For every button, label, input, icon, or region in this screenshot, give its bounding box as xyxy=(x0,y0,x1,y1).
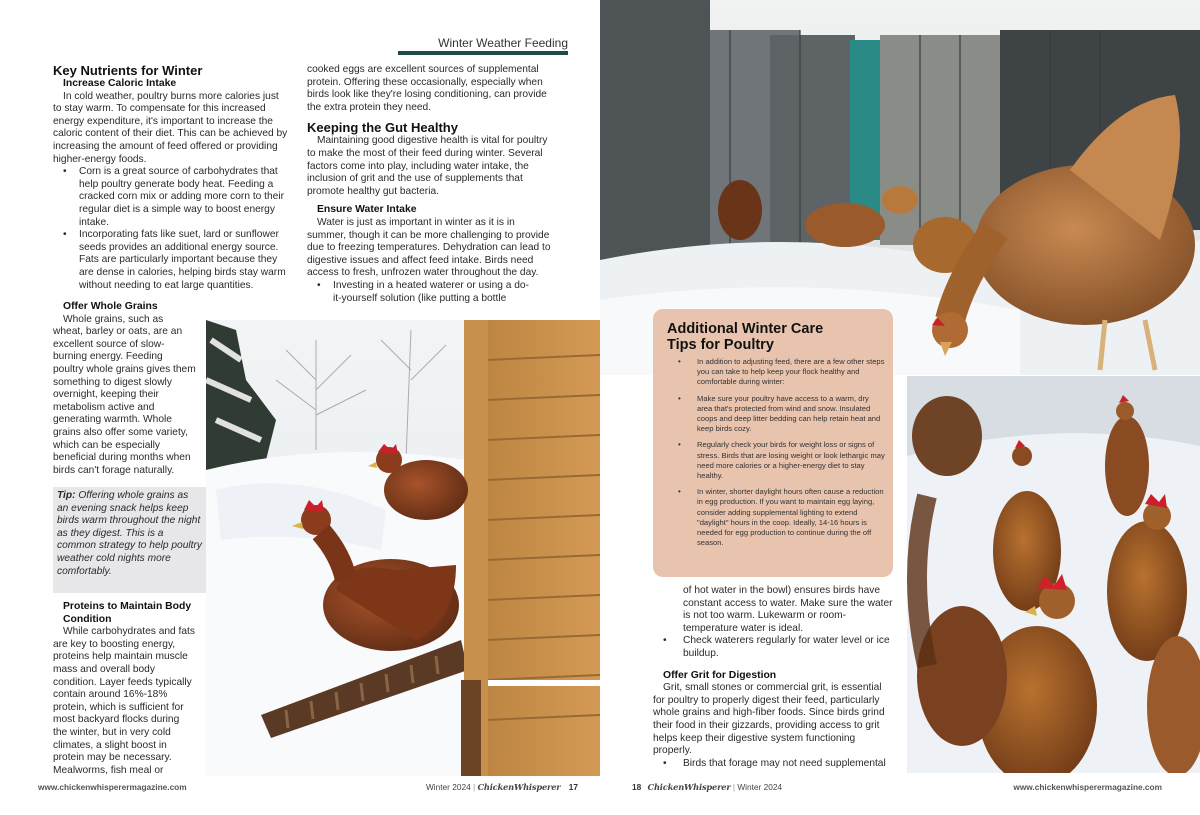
subheading-caloric: Increase Caloric Intake xyxy=(63,78,177,89)
sidebar-list xyxy=(653,357,885,554)
list-item: • Check waterers regularly for water level or ice buildup. xyxy=(653,635,893,660)
list-item: • Incorporating fats like suet, lard or sunflower seeds provides an additional energy source. Fats are particularly important because they are dense in calories, helping birds stay warm without needing to eat large quantities. xyxy=(53,229,289,292)
water-bullets-cont xyxy=(653,635,893,660)
subheading-whole-grains: Offer Whole Grains xyxy=(63,301,158,312)
list-item: • Make sure your poultry have access to a warm, dry area that's protected from wind and snow. Insulated coops and deep litter bedding can help retain heat and keep birds cozy. xyxy=(653,394,885,435)
heading-key-nutrients: Key Nutrients for Winter xyxy=(53,63,203,78)
list-item: • Regularly check your birds for weight loss or signs of stress. Birds that are losing weight or look lethargic may need more calories or a higher-energy diet to stay healthy. xyxy=(653,440,885,481)
subheading-protein: Proteins to Maintain Body Condition xyxy=(63,601,192,625)
section-title: Winter Weather Feeding xyxy=(438,36,568,50)
flock-illustration xyxy=(907,376,1200,773)
page-number-right: 18 xyxy=(632,782,642,792)
tip-box xyxy=(53,487,206,593)
footer-separator: | xyxy=(473,782,478,792)
footer-brand-logo: ChickenWhisperer xyxy=(477,782,561,792)
tip-text: Offering whole grains as an evening snack helps keep birds warm throughout the night as they digest. This is a common strategy to help poultry weather cold nights more comfortably. xyxy=(57,490,202,577)
paragraph-water: Water is just as important in winter as it is in summer, though it can be more challenging to provide due to freezing temperatures. Dehydration can lead to digestive issues and affect feed intake. Birds need access to fresh, unfrozen water throughout the day. xyxy=(307,216,551,279)
subheading-water: Ensure Water Intake xyxy=(317,204,417,216)
footer-separator-right: | xyxy=(732,782,738,792)
paragraph-whole-grains: Whole grains, such as wheat, barley or oats, are an excellent source of slow-burning energy. Feeding poultry whole grains gives them something to digest slowly overnight, keeping their metabolism active and generating warmth. Whole grains also offer some variety, which can be especially beneficial during months when birds can't forage naturally. xyxy=(53,313,196,476)
footer-issue-right: Winter 2024 xyxy=(737,782,783,792)
tip-label: Tip: xyxy=(57,490,76,501)
paragraph-eggs: cooked eggs are excellent sources of supplemental protein. Offering these occasionally, especially when birds look like they're losing conditioning, can provide the extra protein they need. xyxy=(307,64,547,113)
sidebar-title: Additional Winter Care Tips for Poultry xyxy=(667,321,824,353)
footer-url-right[interactable]: www.chickenwhisperermagazine.com xyxy=(1013,782,1162,792)
footer-right xyxy=(632,782,1162,794)
nutrient-bullets xyxy=(53,166,289,292)
subheading-grit: Offer Grit for Digestion xyxy=(663,669,777,681)
header-rule xyxy=(398,51,568,55)
coop-illustration xyxy=(206,320,600,776)
left-column-grains xyxy=(53,301,196,477)
footer-url-left[interactable]: www.chickenwhisperermagazine.com xyxy=(38,782,187,792)
left-column-top xyxy=(53,63,289,292)
page-number-left: 17 xyxy=(568,782,578,792)
paragraph-gut: Maintaining good digestive health is vital for poultry to make the most of their feed during winter. Several factors come into play, including water intake, the inclusion of grit and the use of supplements that promote healthy gut bacteria. xyxy=(307,135,548,197)
photo-chickens-coop xyxy=(206,320,600,776)
paragraph-caloric: In cold weather, poultry burns more calories just to stay warm. To compensate for this increased energy expenditure, it's important to increase the caloric content of their diet. This can be achieved by increasing the amount of feed offered or providing higher-energy foods. xyxy=(53,90,288,165)
photo-flock xyxy=(907,376,1200,773)
list-item: • Investing in a heated waterer or using a do-it-yourself solution (like putting a bottle xyxy=(307,280,551,305)
footer-issue-left: Winter 2024 xyxy=(425,782,471,792)
list-item: • In winter, shorter daylight hours often cause a reduction in egg production. If you want to maintain egg laying, consider adding supplemental lighting to extend "daylight" hours in the coop. Ideally, 14-16 hours is needed for egg production to continue during the off season. xyxy=(653,487,885,548)
list-item: • Birds that forage may not need supplemental xyxy=(653,758,893,771)
section-header xyxy=(398,34,568,52)
middle-column xyxy=(307,64,551,305)
water-bullets xyxy=(307,280,551,305)
paragraph-water-cont: of hot water in the bowl) ensures birds have constant access to water. Make sure the water is not too warm. Lukewarm or room-temperature water is ideal. xyxy=(683,585,893,634)
footer-left xyxy=(38,782,578,794)
paragraph-grit: Grit, small stones or commercial grit, is essential for poultry to properly digest their feed, particularly whole grains and high-fiber foods. Since birds grind their food in their gizzards, providing access to grit helps keep their digestive system functioning properly. xyxy=(653,682,885,757)
sidebar-care-tips xyxy=(653,309,893,577)
heading-gut-health: Keeping the Gut Healthy xyxy=(307,120,458,136)
list-item: • In addition to adjusting feed, there are a few other steps you can take to help keep your flock healthy and comfortable during winter: xyxy=(653,357,885,388)
grit-bullets xyxy=(653,758,893,771)
paragraph-protein: While carbohydrates and fats are key to boosting energy, proteins help maintain muscle mass and overall body condition. Layer feeds typically contain around 16%-18% protein, which is sufficient for most backyard flocks during the winter, but in very cold climates, a slight boost in protein may be necessary. Mealworms, fish meal or xyxy=(53,626,195,776)
left-column-protein xyxy=(53,601,196,777)
footer-brand-logo-right: ChickenWhisperer xyxy=(647,782,731,792)
right-column xyxy=(653,585,893,770)
list-item: • Corn is a great source of carbohydrates that help poultry generate body heat. Feeding a cracked corn mix or adding more corn to their regular diet is a simple way to boost energy intake. xyxy=(53,166,289,229)
